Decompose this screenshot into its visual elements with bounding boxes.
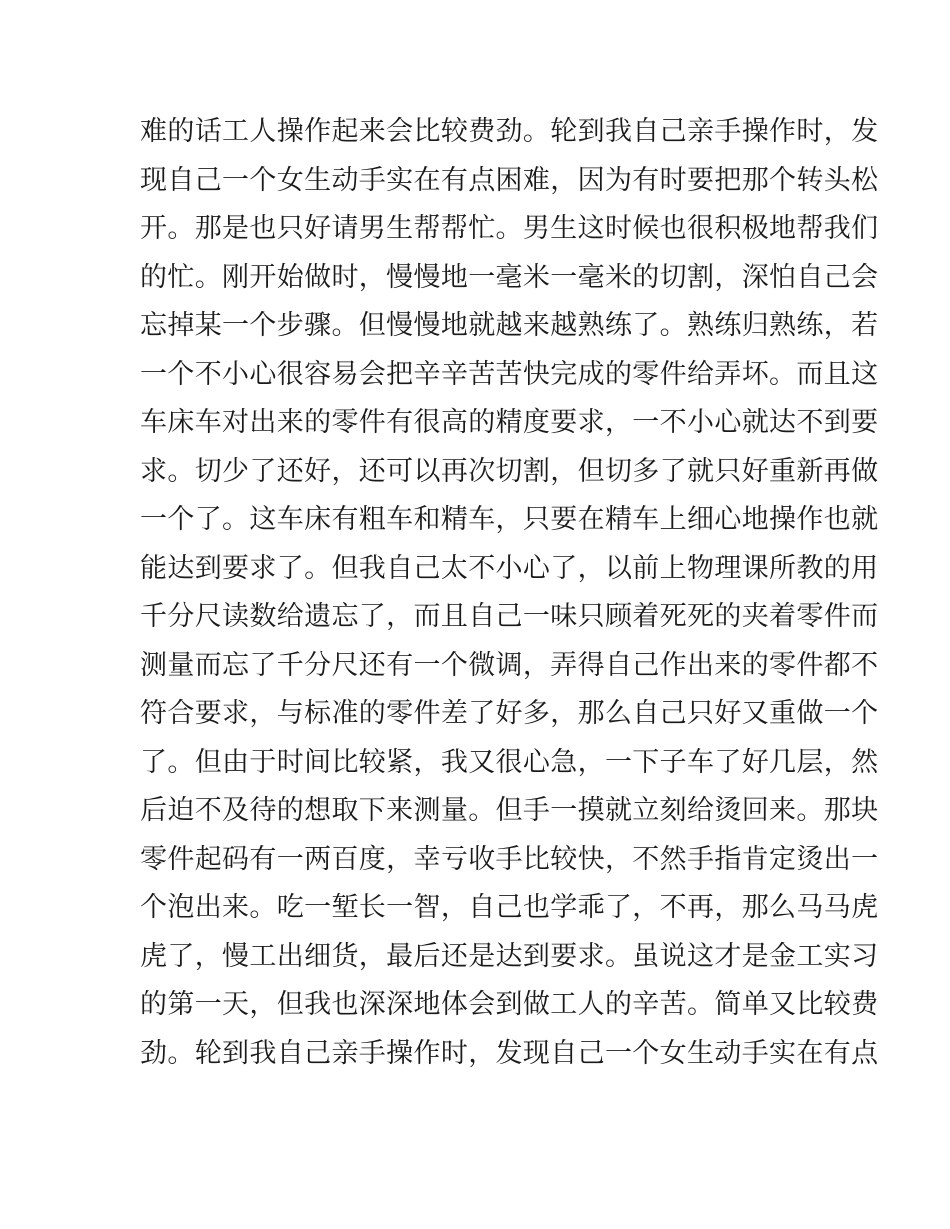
body-text — [140, 108, 879, 1078]
text-line-7: 车床车对出来的零件有很高的精度要求，一不小心就达不到要 — [140, 407, 879, 438]
text-line-10: 能达到要求了。但我自己太不小心了，以前上物理课所教的用 — [140, 552, 879, 584]
text-line-1: 难的话工人操作起来会比较费劲。轮到我自己亲手操作时，发 — [140, 116, 879, 147]
text-line-9: 一个了。这车床有粗车和精车，只要在精车上细心地操作也就 — [140, 504, 879, 535]
text-line-8: 求。切少了还好，还可以再次切割，但切多了就只好重新再做 — [140, 455, 879, 487]
text-line-6: 一个不小心很容易会把辛辛苦苦快完成的零件给弄坏。而且这 — [140, 358, 879, 390]
text-line-15: 后迫不及待的想取下来测量。但手一摸就立刻给烫回来。那块 — [140, 795, 879, 826]
text-line-4: 的忙。刚开始做时，慢慢地一毫米一毫米的切割，深怕自己会 — [140, 261, 879, 293]
text-line-13: 符合要求，与标准的零件差了好多，那么自己只好又重做一个 — [140, 698, 879, 729]
text-line-11: 千分尺读数给遗忘了，而且自己一味只顾着死死的夹着零件而 — [140, 601, 879, 632]
text-line-16: 零件起码有一两百度，幸亏收手比较快，不然手指肯定烫出一 — [140, 843, 879, 875]
text-line-17: 个泡出来。吃一堑长一智，自己也学乖了，不再，那么马马虎 — [140, 892, 879, 923]
text-line-2: 现自己一个女生动手实在有点困难，因为有时要把那个转头松 — [140, 164, 879, 196]
text-line-5: 忘掉某一个步骤。但慢慢地就越来越熟练了。熟练归熟练，若 — [140, 310, 879, 341]
text-line-20: 劲。轮到我自己亲手操作时，发现自己一个女生动手实在有点 — [140, 1037, 879, 1069]
text-line-18: 虎了，慢工出细货，最后还是达到要求。虽说这才是金工实习 — [140, 940, 879, 972]
text-line-19: 的第一天，但我也深深地体会到做工人的辛苦。简单又比较费 — [140, 989, 879, 1020]
text-line-12: 测量而忘了千分尺还有一个微调，弄得自己作出来的零件都不 — [140, 649, 879, 681]
text-line-14: 了。但由于时间比较紧，我又很心急，一下子车了好几层，然 — [140, 746, 879, 778]
text-line-3: 开。那是也只好请男生帮帮忙。男生这时候也很积极地帮我们 — [140, 213, 879, 244]
